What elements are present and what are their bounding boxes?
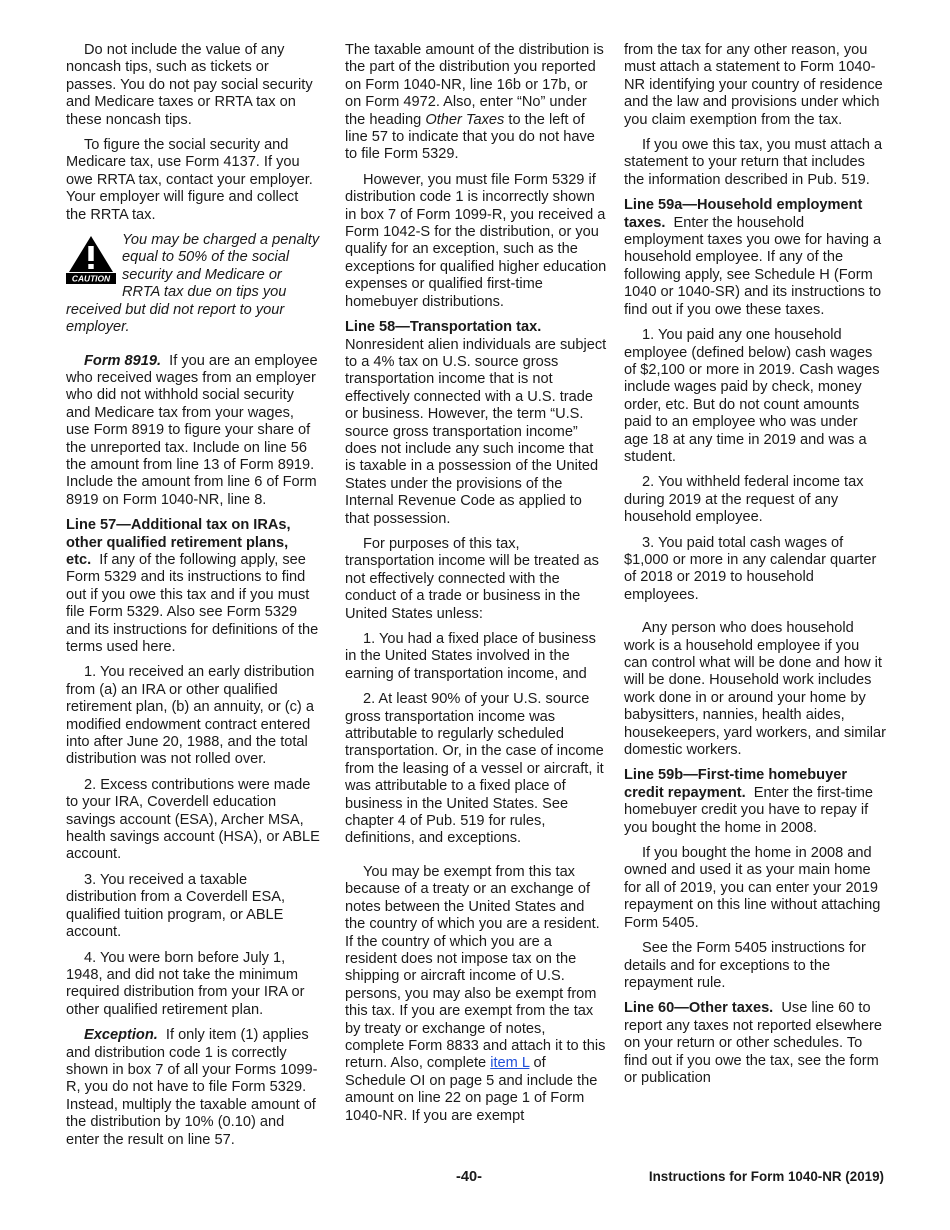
list-item: 1. You paid any one household employee (defined below) cash wages of $2,100 or more in 2019. Cash wages include wages paid by check, money order, etc. But do not count amounts paid to an employee who was under age 18 at any time in 2019 and was a student. [624, 327, 880, 465]
document-title: Instructions for Form 1040-NR (2019) [648, 1169, 884, 1184]
paragraph-household-employee: Any person who does household work is a household employee if you can control what will be done and how it will be done. Household work includes work done in or around your home by babysitters, nannies, health aides, housekeepers, yard workers, and similar domestic workers. [624, 620, 886, 759]
column-middle [345, 42, 607, 1133]
caution-icon [66, 234, 116, 284]
section-line-58: Line 58—Transportation tax. Nonresident alien individuals are subject to a 4% tax on U.S. source gross transportation income that is not effectively connected with a U.S. trade or business. However, the term “U.S. source gross transportation income” does not include any such income that is taxable in a possession of the United States under the provisions of the Internal Revenue Code as applied to that possession. [345, 319, 607, 527]
list-item: 2. You withheld federal income tax during 2019 at the request of any household employee. [624, 474, 864, 526]
list-item: 2. At least 90% of your U.S. source gross transportation income was attributable to regularly scheduled transportation. Or, in the case of income from the leasing of a vessel or aircraft, it was attributable to a fixed place of business in the United States. See chapter 4 of Pub. 519 for rules, definitions, and exceptions. [345, 691, 604, 847]
paragraph-form-4137: To figure the social security and Medicare tax, use Form 4137. If you owe RRTA tax, contact your employer. Your employer will figure and collect the RRTA tax. [66, 137, 313, 223]
caution-note [66, 232, 320, 336]
column-right [624, 42, 886, 1095]
page-number: -40- [456, 1169, 482, 1185]
paragraph-form-8919: Form 8919. If you are an employee who received wages from an employer who did not withhold social security and Medicare tax from your wages, use Form 8919 to figure your share of the unreported tax. Include on line 56 the amount from line 13 of Form 8919. Include the amount from line 6 of Form 8919 on Form 1040-NR, line 8. [66, 352, 318, 508]
heading-line-59b: Line 59b—First-time homebuyer credit repayment. [624, 767, 848, 801]
section-line-57: Line 57—Additional tax on IRAs, other qualified retirement plans, etc. If any of the following apply, see Form 5329 and its instructions to find out if you owe this tax and if you must file Form 5329. Also see Form 5329 and its instructions for definitions of the terms used here. [66, 517, 319, 655]
heading-line-57: Line 57—Additional tax on IRAs, other qualified retirement plans, etc. [66, 517, 291, 568]
paragraph-transport-purposes: For purposes of this tax, transportation income will be treated as not effectively connected with the conduct of a trade or business in the United States unless: [345, 535, 599, 622]
section-line-60: Line 60—Other taxes. Use line 60 to report any taxes not reported elsewhere on your return or other schedules. To find out if you owe the tax, see the form or publication [624, 1000, 882, 1086]
column-left [66, 42, 320, 1157]
heading-line-58: Line 58—Transportation tax. [345, 319, 542, 336]
list-item: 1. You had a fixed place of business in the United States involved in the earning of transportation income, and [345, 631, 596, 682]
paragraph-exempt-statement: from the tax for any other reason, you must attach a statement to Form 1040-NR identifying your country of residence and the law and provisions under which you claim exemption from the tax. [624, 42, 883, 128]
heading-form-8919: Form 8919. [84, 352, 162, 369]
paragraph-treaty-exemption: You may be exempt from this tax because of a treaty or an exchange of notes between the United States and the country of which you are a resident. If the country of which you are a resident does not impose tax on the shipping or aircraft income of U.S. persons, you may also be exempt from this tax. If you are exempt from the tax by treaty or exchange of notes, complete Form 8833 and attach it to this return. Also, complete item L of Schedule OI on page 5 and include the amount on line 22 on page 1 of Form 1040-NR. If you are exempt [345, 863, 606, 1124]
heading-line-59a: Line 59a—Household employment taxes. [624, 197, 863, 231]
caution-text: You may be charged a penalty equal to 50% of the social security and Medicare or RRTA tax due on tips you received but did not report to your employer. [66, 232, 320, 336]
item-l-link[interactable]: item L [490, 1055, 530, 1072]
paragraph-taxable-amount: The taxable amount of the distribution is the part of the distribution you reported on Form 1040-NR, line 16b or 17b, or on Form 4972. Also, enter “No” under the heading Other Taxes to the left of line 57 to indicate that you do not have to file Form 5329. [345, 42, 604, 163]
list-item: 3. You paid total cash wages of $1,000 or more in any calendar quarter of 2018 or 2019 to household employees. [624, 534, 877, 603]
caution-label: CAUTION [71, 273, 111, 284]
paragraph-home-2008: If you bought the home in 2008 and owned and used it as your main home for all of 2019, you can enter your 2019 repayment on this line without attaching Form 5405. [624, 845, 881, 931]
section-line-59b: Line 59b—First-time homebuyer credit repayment. Enter the first-time homebuyer credit you have to repay if you bought the home in 2008. [624, 767, 873, 836]
heading-line-60: Line 60—Other taxes. [624, 1000, 774, 1017]
list-item: 3. You received a taxable distribution from a Coverdell ESA, qualified tuition program, or ABLE account. [66, 871, 285, 941]
paragraph-attach-statement: If you owe this tax, you must attach a statement to your return that includes the information described in Pub. 519. [624, 137, 883, 188]
heading-exception: Exception. [84, 1027, 158, 1044]
paragraph-noncash-tips: Do not include the value of any noncash tips, such as tickets or passes. You do not pay social security and Medicare taxes or RRTA tax on these noncash tips. [66, 42, 313, 128]
paragraph-exception: Exception. If only item (1) applies and distribution code 1 is correctly shown in box 7 of all your Forms 1099-R, you do not have to file Form 5329. Instead, multiply the taxable amount of the distribution by 10% (0.10) and enter the result on line 57. [66, 1027, 318, 1148]
list-item: 2. Excess contributions were made to your IRA, Coverdell education savings account (ESA), Archer MSA, health savings account (HSA), or ABLE account. [66, 776, 320, 863]
list-item: 4. You were born before July 1, 1948, and did not take the minimum required distribution from your IRA or other qualified retirement plan. [66, 949, 305, 1018]
paragraph-form-5329: However, you must file Form 5329 if distribution code 1 is incorrectly shown in box 7 of Form 1099-R, you received a Form 1042-S for the distribution, or you qualify for an exception, such as the exceptions for qualified higher education expenses or qualified first-time homebuyer distributions. [345, 171, 607, 310]
paragraph-form-5405: See the Form 5405 instructions for details and for exceptions to the repayment rule. [624, 940, 866, 991]
list-item: 1. You received an early distribution from (a) an IRA or other qualified retirement plan, (b) an annuity, or (c) a modified endowment contract entered into after June 20, 1988, and the total distribution was not rolled over. [66, 664, 315, 768]
section-line-59a: Line 59a—Household employment taxes. Enter the household employment taxes you owe for having a household employee. If any of the following apply, see Schedule H (Form 1040 or 1040-SR) and its instructions to find out if you owe these taxes. [624, 197, 882, 318]
